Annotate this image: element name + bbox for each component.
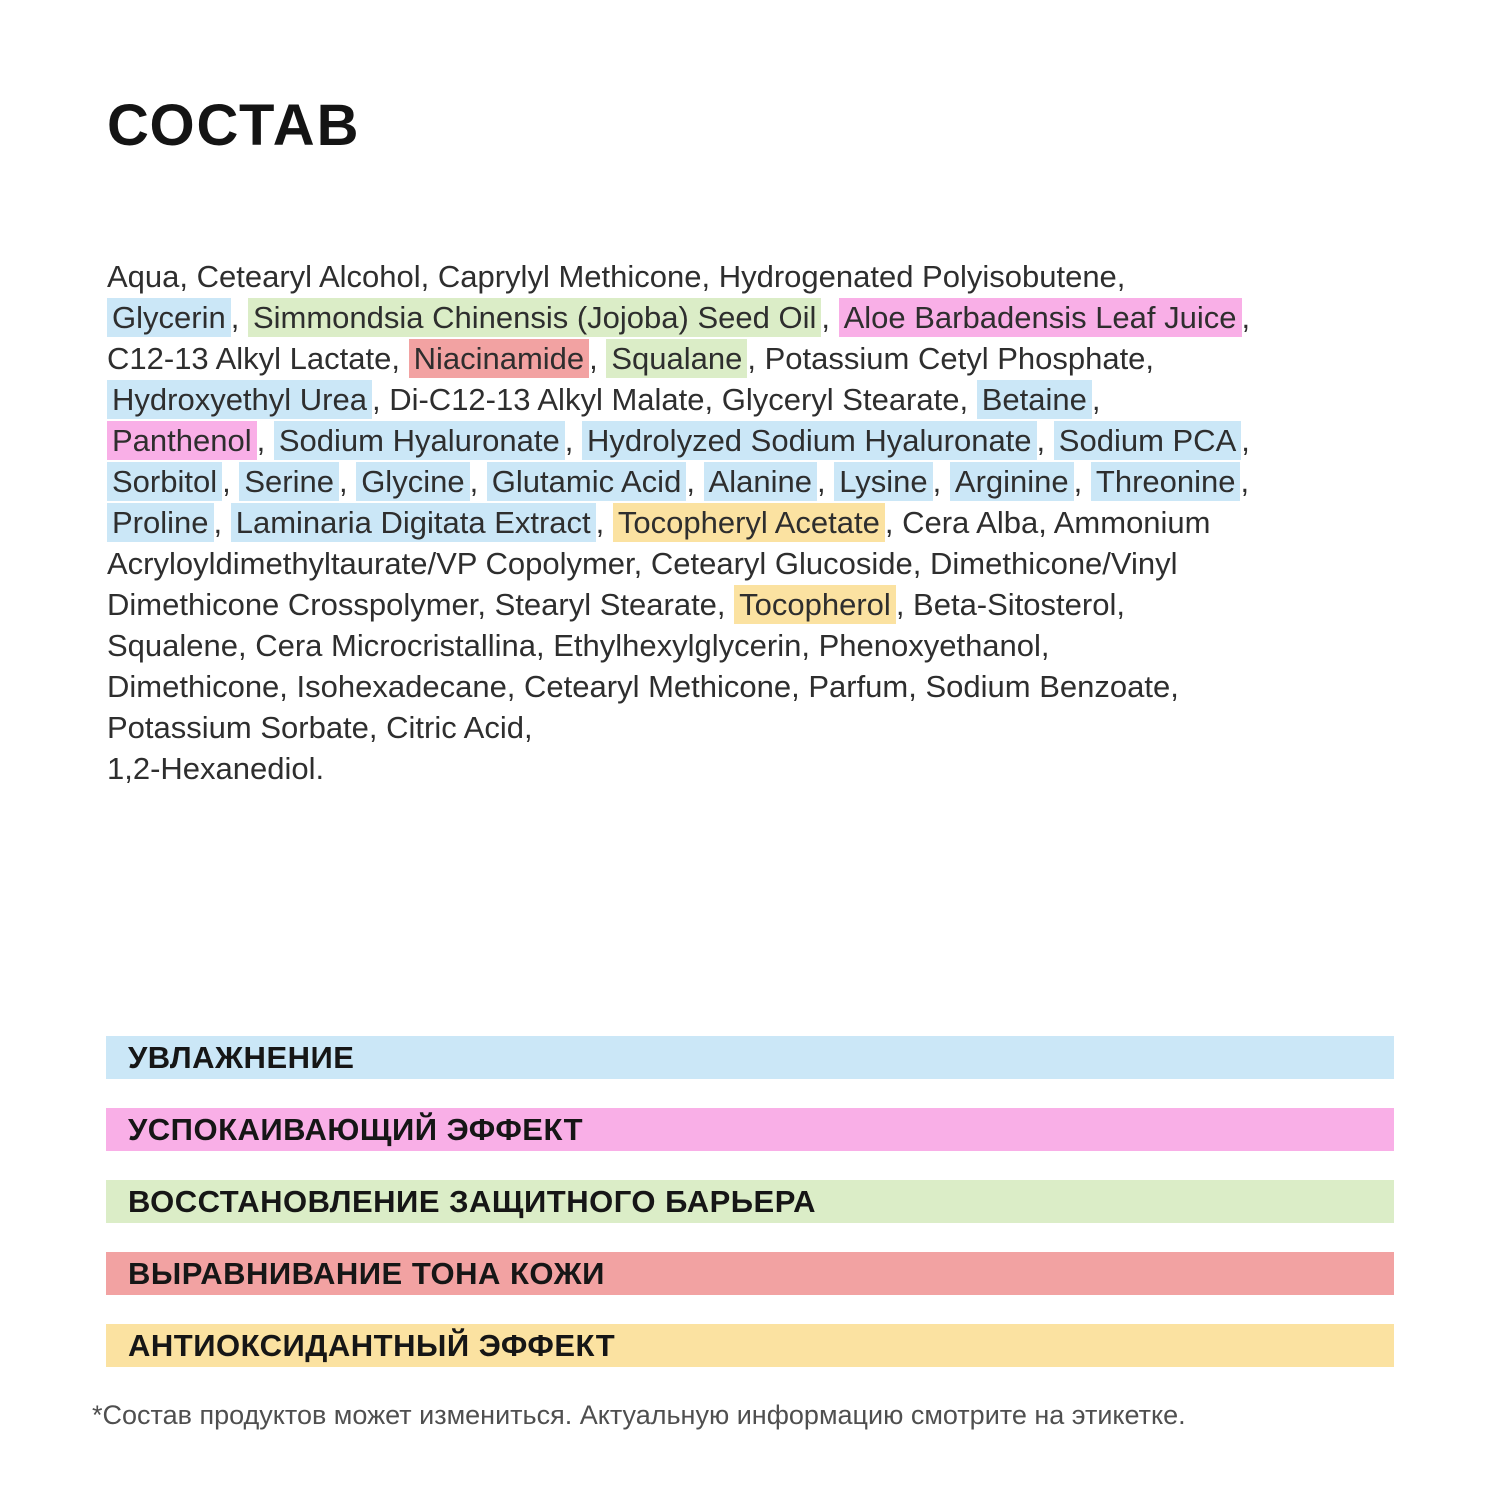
ingredient-highlight-moisturizing: Glycerin	[107, 298, 231, 337]
ingredient-highlight-moisturizing: Threonine	[1091, 462, 1241, 501]
ingredient-highlight-tone: Niacinamide	[409, 339, 590, 378]
ingredient-highlight-moisturizing: Betaine	[977, 380, 1092, 419]
ingredient-highlight-moisturizing: Lysine	[834, 462, 932, 501]
ingredient-highlight-moisturizing: Serine	[239, 462, 339, 501]
ingredient-text: ,	[213, 505, 231, 540]
ingredient-text: ,	[564, 423, 582, 458]
ingredients-line	[107, 543, 1250, 584]
legend-label: АНТИОКСИДАНТНЫЙ ЭФФЕКТ	[128, 1327, 616, 1363]
ingredient-text: ,	[222, 464, 240, 499]
ingredient-text: ,	[686, 464, 704, 499]
ingredient-highlight-barrier: Simmondsia Chinensis (Jojoba) Seed Oil	[248, 298, 821, 337]
ingredient-text: ,	[1241, 423, 1250, 458]
ingredient-highlight-moisturizing: Glycine	[356, 462, 469, 501]
ingredient-text: ,	[816, 464, 835, 499]
ingredient-highlight-moisturizing: Sorbitol	[107, 462, 222, 501]
ingredients-line	[107, 502, 1250, 543]
ingredient-highlight-moisturizing: Arginine	[950, 462, 1074, 501]
ingredients-line	[107, 748, 1250, 789]
ingredient-highlight-soothing: Aloe Barbadensis Leaf Juice	[839, 298, 1242, 337]
ingredient-text: Squalene, Cera Microcristallina, Ethylhexylglycerin, Phenoxyethanol,	[107, 628, 1050, 663]
ingredient-text: , Cera Alba, Ammonium	[884, 505, 1211, 540]
ingredient-text: Dimethicone, Isohexadecane, Cetearyl Methicone, Parfum, Sodium Benzoate,	[107, 669, 1179, 704]
ingredient-highlight-moisturizing: Sodium PCA	[1054, 421, 1241, 460]
ingredient-highlight-moisturizing: Laminaria Digitata Extract	[231, 503, 596, 542]
legend-label: УСПОКАИВАЮЩИЙ ЭФФЕКТ	[128, 1111, 584, 1147]
ingredient-highlight-antioxidant: Tocopherol	[734, 585, 896, 624]
ingredient-text: ,	[595, 505, 613, 540]
ingredient-text: ,	[1091, 382, 1101, 417]
ingredient-text: C12-13 Alkyl Lactate,	[107, 341, 409, 376]
ingredients-line	[107, 584, 1250, 625]
legend-bar-soothing	[106, 1108, 1394, 1151]
ingredient-text: ,	[1073, 464, 1091, 499]
ingredients-line	[107, 256, 1250, 297]
ingredients-line	[107, 297, 1250, 338]
legend-bar-moisturizing	[106, 1036, 1394, 1079]
ingredient-highlight-moisturizing: Alanine	[704, 462, 817, 501]
ingredients-line	[107, 666, 1250, 707]
page-title: СОСТАВ	[107, 93, 361, 158]
ingredient-text: 1,2-Hexanediol.	[107, 751, 325, 786]
ingredient-text: ,	[589, 341, 607, 376]
ingredient-text: ,	[932, 464, 950, 499]
ingredient-text: ,	[1036, 423, 1054, 458]
ingredient-highlight-moisturizing: Hydroxyethyl Urea	[107, 380, 372, 419]
ingredients-line	[107, 625, 1250, 666]
legend-label: ВЫРАВНИВАНИЕ ТОНА КОЖИ	[128, 1255, 605, 1291]
ingredient-text: ,	[821, 300, 839, 335]
legend-label: ВОССТАНОВЛЕНИЕ ЗАЩИТНОГО БАРЬЕРА	[128, 1183, 817, 1219]
effects-legend	[106, 1036, 1394, 1396]
legend-bar-tone	[106, 1252, 1394, 1295]
ingredient-text: ,	[1240, 464, 1250, 499]
ingredients-line	[107, 420, 1250, 461]
ingredient-text: , Potassium Cetyl Phosphate,	[747, 341, 1155, 376]
ingredient-highlight-soothing: Panthenol	[107, 421, 257, 460]
ingredient-highlight-moisturizing: Proline	[107, 503, 214, 542]
ingredient-highlight-antioxidant: Tocopheryl Acetate	[613, 503, 885, 542]
footnote: *Состав продуктов может измениться. Актуальную информацию смотрите на этикетке.	[92, 1400, 1186, 1430]
legend-label: УВЛАЖНЕНИЕ	[128, 1039, 355, 1075]
ingredient-highlight-moisturizing: Hydrolyzed Sodium Hyaluronate	[582, 421, 1037, 460]
ingredient-text: Aqua, Cetearyl Alcohol, Caprylyl Methicone, Hydrogenated Polyisobutene,	[107, 259, 1126, 294]
ingredient-highlight-barrier: Squalane	[606, 339, 747, 378]
ingredient-text: Potassium Sorbate, Citric Acid,	[107, 710, 533, 745]
ingredient-text: ,	[338, 464, 357, 499]
ingredient-highlight-moisturizing: Sodium Hyaluronate	[274, 421, 565, 460]
ingredient-text: ,	[1241, 300, 1251, 335]
ingredients-line	[107, 379, 1250, 420]
ingredient-text: ,	[230, 300, 248, 335]
ingredient-text: Dimethicone Crosspolymer, Stearyl Stearate,	[107, 587, 735, 622]
ingredients-line	[107, 707, 1250, 748]
legend-bar-antioxidant	[106, 1324, 1394, 1367]
ingredient-text: ,	[256, 423, 274, 458]
legend-bar-barrier	[106, 1180, 1394, 1223]
ingredients-text-block	[107, 256, 1250, 789]
ingredient-text: , Beta-Sitosterol,	[895, 587, 1125, 622]
ingredient-text: ,	[469, 464, 487, 499]
ingredients-line	[107, 338, 1250, 379]
ingredient-text: Acryloyldimethyltaurate/VP Copolymer, Cetearyl Glucoside, Dimethicone/Vinyl	[107, 546, 1178, 581]
ingredient-highlight-moisturizing: Glutamic Acid	[487, 462, 687, 501]
ingredients-line	[107, 461, 1250, 502]
ingredient-text: , Di-C12-13 Alkyl Malate, Glyceryl Stearate,	[371, 382, 977, 417]
